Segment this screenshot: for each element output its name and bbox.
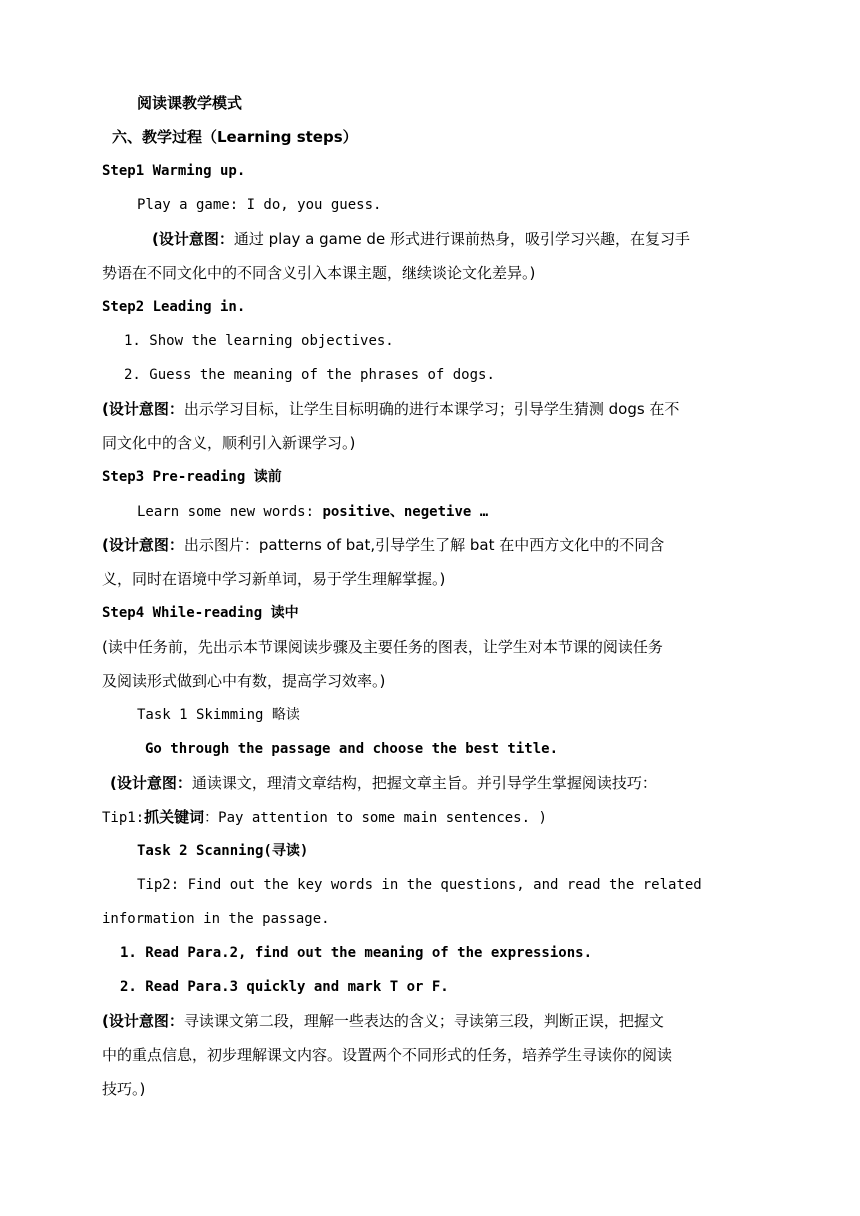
tip1-prefix: Tip1:: [102, 810, 145, 826]
document-heading: 阅读课教学模式: [137, 94, 243, 112]
section-title: 六、教学过程（Learning steps）: [112, 128, 358, 146]
step1-intent-text: 通过 play a game de 形式进行课前热身，吸引学习兴趣，在复习手: [233, 230, 690, 248]
task1-instruction: Go through the passage and choose the best title.: [145, 741, 559, 757]
step1-title: Step1 Warming up.: [102, 163, 246, 179]
step3-intent-line1: [102, 534, 664, 556]
task1-intent-text: 通读课文，理清文章结构，把握文章主旨。并引导学生掌握阅读技巧：: [191, 774, 657, 792]
step2-intent-text: 出示学习目标，让学生目标明确的进行本课学习；引导学生猜测 dogs 在不: [183, 400, 680, 418]
task1-intent-line: [110, 772, 657, 794]
step3-title: Step3 Pre-reading 读前: [102, 469, 282, 485]
step3-intent-line2: 义，同时在语境中学习新单词，易于学生理解掌握。): [102, 570, 446, 588]
step2-item2-number: 2.: [124, 367, 141, 383]
step2-item2: [124, 364, 495, 386]
task2-intent-label: (设计意图：: [102, 1012, 184, 1030]
step2-intent-line2: 同文化中的含义，顺利引入新课学习。): [102, 434, 356, 452]
step3-activity-prefix: Learn some new words:: [137, 504, 323, 520]
task2-item2: 2. Read Para.3 quickly and mark T or F.: [120, 979, 449, 995]
step1-intent-line1: [152, 228, 690, 250]
task1-title: Task 1 Skimming 略读: [137, 707, 300, 723]
task2-intent-text: 寻读课文第二段，理解一些表达的含义；寻读第三段，判断正误，把握文: [183, 1012, 664, 1030]
step3-intent-label: (设计意图：: [102, 536, 184, 554]
step4-note-line2: 及阅读形式做到心中有数，提高学习效率。): [102, 672, 386, 690]
task2-intent-line1: [102, 1010, 664, 1032]
task2-intent-line2: 中的重点信息，初步理解课文内容。设置两个不同形式的任务，培养学生寻读你的阅读: [102, 1046, 673, 1064]
step2-item1-number: 1.: [124, 333, 141, 349]
task2-item1: 1. Read Para.2, find out the meaning of the expressions.: [120, 945, 593, 961]
step4-title: Step4 While-reading 读中: [102, 605, 299, 621]
step2-title: Step2 Leading in.: [102, 299, 246, 315]
step2-item1-text: Show the learning objectives.: [149, 333, 394, 349]
task1-intent-label: (设计意图：: [110, 774, 192, 792]
step1-activity: Play a game: I do, you guess.: [137, 197, 382, 213]
step3-activity-words: positive、negetive …: [322, 504, 489, 520]
step2-item2-text: Guess the meaning of the phrases of dogs.: [149, 367, 495, 383]
tip2-line2: information in the passage.: [102, 911, 330, 927]
step2-intent-line1: [102, 398, 679, 420]
tip1-label: 抓关键词: [144, 808, 205, 826]
step1-intent-label: (设计意图：: [152, 230, 234, 248]
step3-activity: [137, 500, 488, 522]
task2-title: Task 2 Scanning(寻读): [137, 843, 309, 859]
step1-intent-line2: 势语在不同文化中的不同含义引入本课主题，继续谈论文化差异。): [102, 264, 536, 282]
step2-item1: [124, 330, 394, 352]
tip1-text: ：Pay attention to some main sentences. ): [204, 810, 547, 826]
task2-intent-line3: 技巧。): [102, 1080, 146, 1098]
step2-intent-label: (设计意图：: [102, 400, 184, 418]
step4-note-line1: (读中任务前，先出示本节课阅读步骤及主要任务的图表，让学生对本节课的阅读任务: [102, 638, 663, 656]
tip1-line: [102, 806, 547, 828]
step3-intent-text: 出示图片：patterns of bat,引导学生了解 bat 在中西方文化中的不同含: [183, 536, 665, 554]
tip2-line1: Tip2: Find out the key words in the questions, and read the related: [137, 877, 702, 893]
